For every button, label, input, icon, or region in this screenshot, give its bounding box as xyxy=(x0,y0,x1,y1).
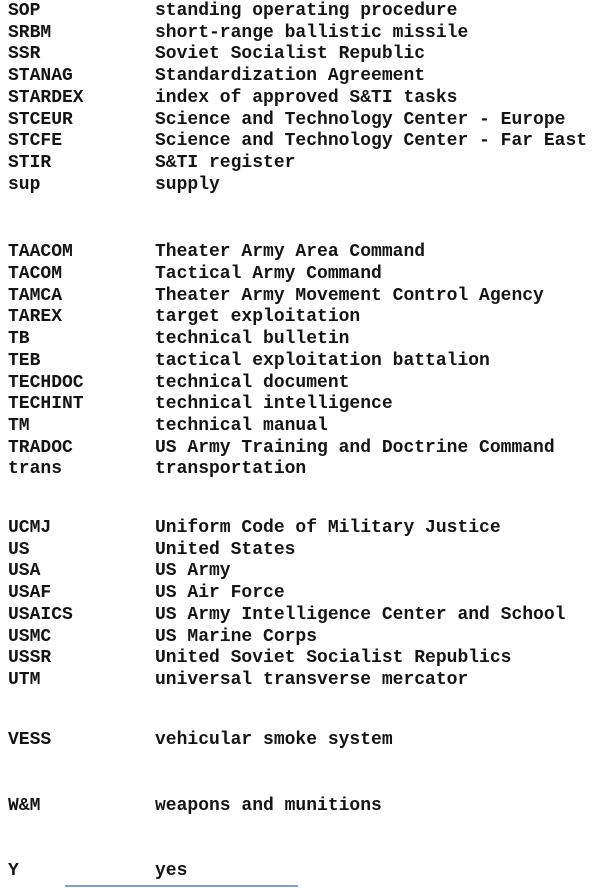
definition: technical document xyxy=(155,372,350,393)
glossary-entry xyxy=(8,264,600,286)
glossary-entry xyxy=(8,605,600,627)
glossary-entry xyxy=(8,394,600,416)
definition: transportation xyxy=(155,459,307,480)
abbreviation: USAICS xyxy=(8,604,73,625)
abbreviation: TAMCA xyxy=(8,285,63,306)
definition: Theater Army Area Command xyxy=(155,242,426,263)
abbreviation: STCFE xyxy=(8,131,63,152)
definition: weapons and munitions xyxy=(155,796,382,817)
glossary-entry xyxy=(8,110,600,132)
definition: Science and Technology Center - Far East xyxy=(155,131,588,152)
abbreviation: sup xyxy=(8,174,41,195)
abbreviation: US xyxy=(8,539,30,560)
definition: target exploitation xyxy=(155,307,361,328)
definition: Soviet Socialist Republic xyxy=(155,44,426,65)
glossary-entry xyxy=(8,518,600,540)
abbreviation: trans xyxy=(8,459,63,480)
abbreviation: TECHINT xyxy=(8,394,84,415)
glossary-entry xyxy=(8,648,600,670)
glossary-entry xyxy=(8,438,600,460)
glossary-entry xyxy=(8,459,600,481)
glossary-entry xyxy=(8,286,600,308)
abbreviation: STCEUR xyxy=(8,109,73,130)
abbreviation: TB xyxy=(8,329,30,350)
definition: technical bulletin xyxy=(155,329,350,350)
glossary-entry xyxy=(8,1,600,23)
definition: US Army xyxy=(155,561,231,582)
glossary-entry xyxy=(8,583,600,605)
definition: universal transverse mercator xyxy=(155,669,469,690)
abbreviation: STANAG xyxy=(8,66,73,87)
definition: Tactical Army Command xyxy=(155,264,382,285)
abbreviation: SSR xyxy=(8,44,41,65)
abbreviation: USMC xyxy=(8,626,52,647)
glossary-entry xyxy=(8,23,600,45)
abbreviation: SRBM xyxy=(8,22,52,43)
abbreviation: USSR xyxy=(8,648,52,669)
glossary-entry xyxy=(8,307,600,329)
scan-artifact-line xyxy=(65,885,298,887)
glossary-entry xyxy=(8,561,600,583)
definition: supply xyxy=(155,174,220,195)
definition: tactical exploitation battalion xyxy=(155,350,490,371)
definition: US Army Intelligence Center and School xyxy=(155,604,566,625)
abbreviation: TRADOC xyxy=(8,437,73,458)
definition: US Army Training and Doctrine Command xyxy=(155,437,555,458)
glossary-section xyxy=(8,1,600,196)
abbreviation: TAREX xyxy=(8,307,63,328)
glossary-entry xyxy=(8,861,600,883)
abbreviation: STARDEX xyxy=(8,87,84,108)
abbreviation: TEB xyxy=(8,350,41,371)
glossary-entry xyxy=(8,329,600,351)
abbreviation: TAACOM xyxy=(8,242,73,263)
definition: Theater Army Movement Control Agency xyxy=(155,285,544,306)
glossary-entry xyxy=(8,627,600,649)
abbreviation: UCMJ xyxy=(8,518,52,539)
definition: yes xyxy=(155,861,188,882)
definition: US Air Force xyxy=(155,583,285,604)
definition: Science and Technology Center - Europe xyxy=(155,109,566,130)
glossary-entry xyxy=(8,66,600,88)
abbreviation: Y xyxy=(8,861,19,882)
abbreviation: STIR xyxy=(8,152,52,173)
definition: Standardization Agreement xyxy=(155,66,426,87)
abbreviation: USAF xyxy=(8,583,52,604)
abbreviation: TM xyxy=(8,415,30,436)
glossary-entry xyxy=(8,351,600,373)
glossary-entry xyxy=(8,796,600,818)
glossary-section xyxy=(8,242,600,481)
abbreviation: TACOM xyxy=(8,264,63,285)
glossary-section xyxy=(8,796,600,818)
glossary-entry xyxy=(8,730,600,752)
glossary-entry xyxy=(8,131,600,153)
definition: index of approved S&TI tasks xyxy=(155,87,458,108)
glossary-entry xyxy=(8,153,600,175)
abbreviation: TECHDOC xyxy=(8,372,84,393)
definition: S&TI register xyxy=(155,152,296,173)
abbreviation: UTM xyxy=(8,669,41,690)
glossary-entry xyxy=(8,175,600,197)
definition: United Soviet Socialist Republics xyxy=(155,648,512,669)
glossary-entry xyxy=(8,373,600,395)
abbreviation: W&M xyxy=(8,796,41,817)
glossary-entry xyxy=(8,416,600,438)
definition: short-range ballistic missile xyxy=(155,22,469,43)
definition: standing operating procedure xyxy=(155,1,458,21)
definition: US Marine Corps xyxy=(155,626,318,647)
glossary-entry xyxy=(8,670,600,692)
glossary-entry xyxy=(8,44,600,66)
definition: technical manual xyxy=(155,415,328,436)
glossary-section xyxy=(8,518,600,692)
abbreviation: VESS xyxy=(8,729,52,750)
glossary-entry xyxy=(8,242,600,264)
glossary-entry xyxy=(8,540,600,562)
glossary-section xyxy=(8,861,600,883)
glossary-entry xyxy=(8,88,600,110)
definition: technical intelligence xyxy=(155,394,393,415)
definition: vehicular smoke system xyxy=(155,729,393,750)
abbreviation: USA xyxy=(8,561,41,582)
definition: Uniform Code of Military Justice xyxy=(155,518,501,539)
glossary-section xyxy=(8,730,600,752)
definition: United States xyxy=(155,539,296,560)
abbreviation: SOP xyxy=(8,1,41,21)
